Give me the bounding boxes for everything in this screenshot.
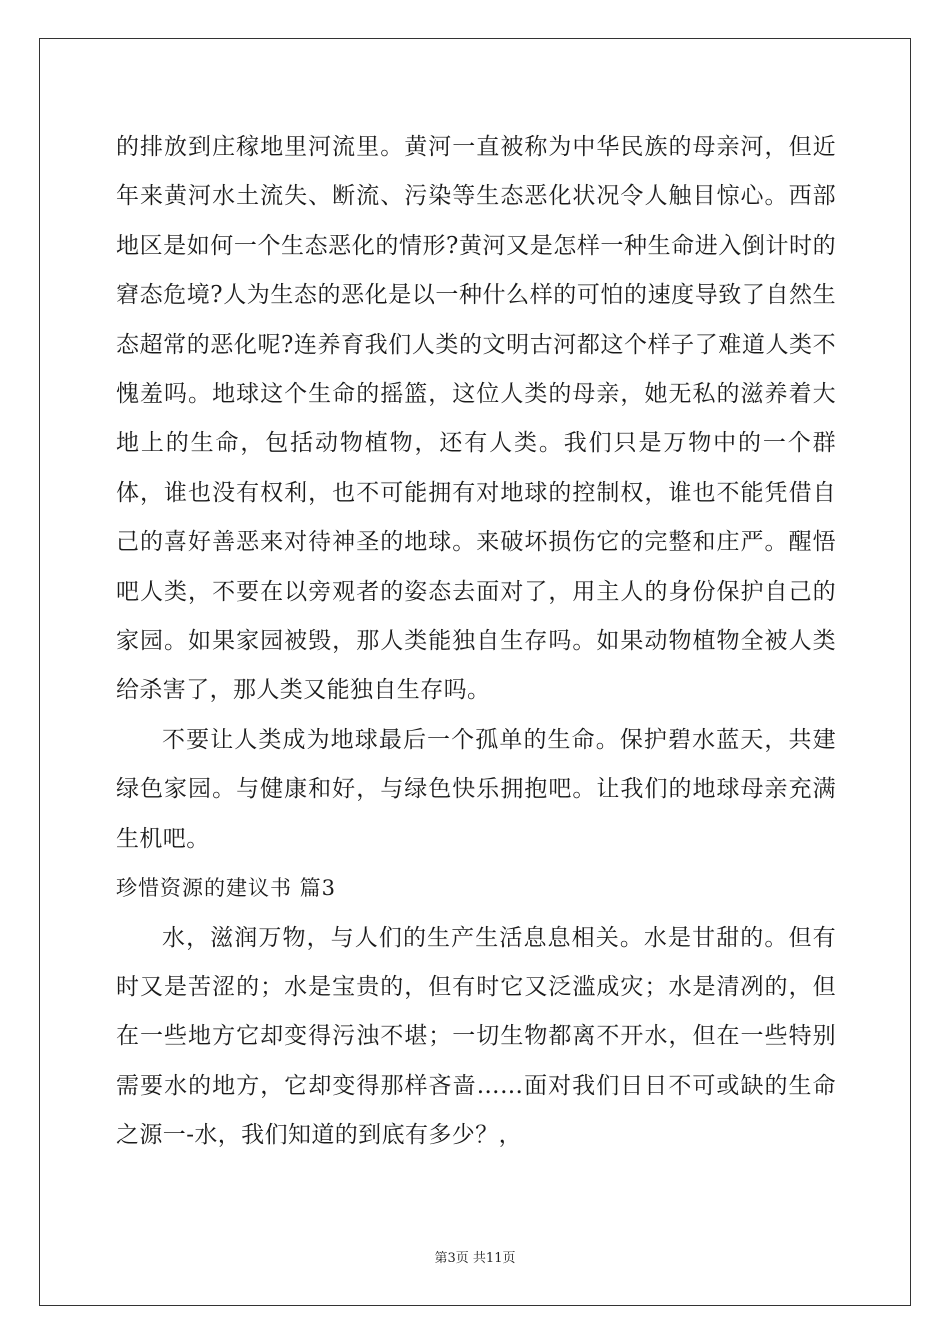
section-heading: 珍惜资源的建议书 篇3 [116, 876, 337, 901]
paragraph-1: 的排放到庄稼地里河流里。黄河一直被称为中华民族的母亲河，但近年来黄河水土流失、断流、污染等生态恶化状况令人触目惊心。西部地区是如何一个生态恶化的情形?黄河又是怎样一种生命进入倒计时的窘态危境?人为生态的恶化是以一种什么样的可怕的速度导致了自然生态超常的恶化呢?连养育我们人类的文明古河都这个样子了难道人类不愧羞吗。地球这个生命的摇篮，这位人类的母亲，她无私的滋养着大地上的生命，包括动物植物，还有人类。我们只是万物中的一个群体，谁也没有权利，也不可能拥有对地球的控制权，谁也不能凭借自己的喜好善恶来对待神圣的地球。来破坏损伤它的完整和庄严。醒悟吧人类，不要在以旁观者的姿态去面对了，用主人的身份保护自己的家园。如果家园被毁，那人类能独自生存吗。如果动物植物全被人类给杀害了，那人类又能独自生存吗。 [116, 134, 836, 704]
document-body [116, 123, 836, 1161]
paragraph-2: 不要让人类成为地球最后一个孤单的生命。保护碧水蓝天，共建绿色家园。与健康和好，与绿色快乐拥抱吧。让我们的地球母亲充满生机吧。 [116, 726, 836, 852]
page-footer: 第3页 共11页 [434, 1251, 516, 1266]
paragraph-3: 水，滋润万物，与人们的生产生活息息相关。水是甘甜的。但有时又是苦涩的；水是宝贵的，但有时它又泛滥成灾；水是清冽的，但在一些地方它却变得污浊不堪；一切生物都离不开水，但在一些特别需要水的地方，它却变得那样吝啬……面对我们日日不可或缺的生命之源一-水，我们知道的到底有多少？， [116, 924, 836, 1149]
